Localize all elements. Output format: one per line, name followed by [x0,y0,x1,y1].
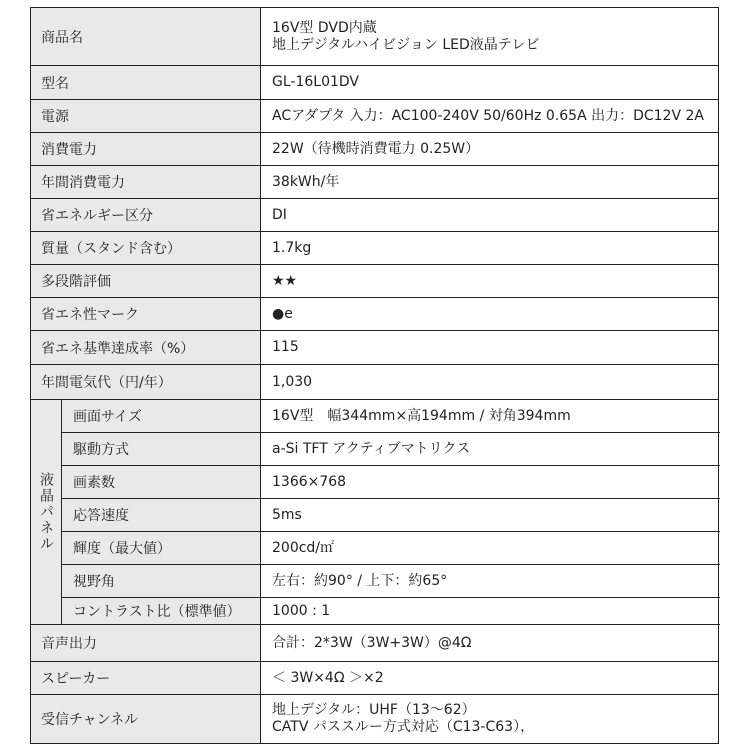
row-value: 1366×768 [272,473,347,490]
star-rating: ★★ [272,272,298,289]
row-label: 電源 [31,100,261,132]
row-electricity-cost [31,365,718,400]
row-energy-class [31,199,718,232]
row-value: a-Si TFT アクティブマトリクス [272,440,471,457]
row-value: GL-16L01DV [272,74,359,90]
row-value: 1000 : 1 [272,602,331,619]
row-label: 音声出力 [31,625,261,661]
row-weight [31,232,718,265]
row-label: 省エネ基準達成率（%） [31,331,261,364]
row-product-name [31,8,718,66]
row-value: 22W（待機時消費電力 0.25W） [272,140,480,157]
row-reception [31,695,718,743]
row-achievement-rate [31,331,718,365]
row-value: ＜ 3W×4Ω ＞×2 [272,669,384,686]
row-label: 年間電気代（円/年） [31,365,261,399]
row-value: 1.7kg [272,239,312,256]
row-label: 輝度（最大値） [62,532,261,564]
row-label: スピーカー [31,662,261,694]
row-label: 省エネ性マーク [31,298,261,330]
row-label: 消費電力 [31,133,261,165]
row-label: 年間消費電力 [31,166,261,198]
row-label: 型名 [31,66,261,99]
row-label: 応答速度 [62,499,261,531]
row-value: 38kWh/年 [272,173,340,190]
row-label: 多段階評価 [31,265,261,297]
row-value: 115 [272,339,299,355]
row-value: 地上デジタル：UHF（13〜62） CATV パススルー方式対応（C13-C63）， [272,702,535,735]
row-label: 駆動方式 [62,433,261,465]
row-value: 200cd/㎡ [272,539,335,556]
row-energy-mark [31,298,718,331]
row-model [31,66,718,100]
row-power-consumption [31,133,718,166]
row-label: 視野角 [62,565,261,597]
panel-row-contrast [62,598,720,625]
row-value: 左右：約90° / 上下：約65° [272,572,448,589]
panel-row-drive [62,433,720,466]
row-label: 画面サイズ [62,400,261,432]
row-label: 受信チャンネル [31,695,261,743]
row-value: DI [272,206,287,223]
panel-row-screen-size [62,400,720,433]
row-value [272,265,712,297]
row-label: 質量（スタンド含む） [31,232,261,264]
energy-mark-icon: ●e [272,305,293,322]
row-value: 合計：2*3W（3W+3W）@4Ω [272,634,472,651]
row-audio-output [31,625,718,662]
panel-row-viewing-angle [62,565,720,598]
row-value: 5ms [272,506,302,523]
panel-row-response [62,499,720,532]
row-label: 商品名 [31,8,261,65]
row-value [272,298,712,330]
row-label: 画素数 [62,466,261,498]
row-rating [31,265,718,298]
panel-group-label: 液晶パネル [31,400,62,625]
panel-row-brightness [62,532,720,565]
row-label: 省エネルギー区分 [31,199,261,231]
row-value: 16V型 DVD内蔵 地上デジタルハイビジョン LED液晶テレビ [272,19,540,53]
row-label: コントラスト比（標準値） [62,598,261,624]
row-value: ACアダプタ 入力：AC100-240V 50/60Hz 0.65A 出力：DC12V 2A [272,107,704,124]
row-annual-consumption [31,166,718,199]
spec-table [30,7,719,744]
panel-row-resolution [62,466,720,499]
row-value: 16V型 幅344mm×高194mm / 対角394mm [272,407,571,424]
row-speaker [31,662,718,695]
row-value: 1,030 [272,373,313,390]
row-power-supply [31,100,718,133]
